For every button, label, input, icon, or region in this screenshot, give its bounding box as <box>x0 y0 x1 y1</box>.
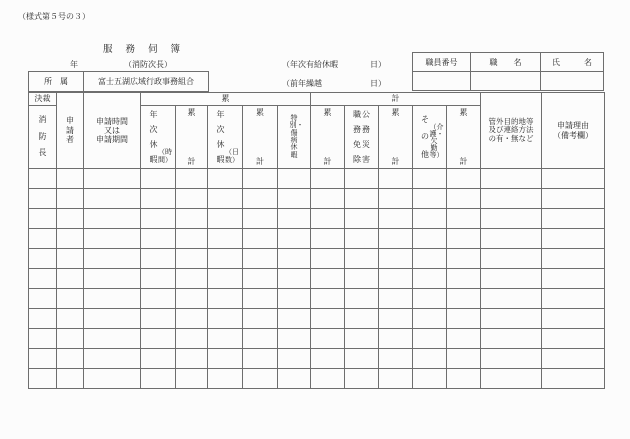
applicant-header: 申請者 <box>57 93 84 169</box>
table-cell[interactable] <box>243 269 278 289</box>
table-cell[interactable] <box>243 349 278 369</box>
paid-leave-unit: 日） <box>370 60 386 69</box>
table-cell[interactable] <box>379 349 413 369</box>
table-cell[interactable] <box>481 369 542 389</box>
table-cell[interactable] <box>413 369 447 389</box>
table-cell[interactable] <box>413 329 447 349</box>
table-cell[interactable] <box>29 189 57 209</box>
table-row <box>29 289 605 309</box>
table-cell[interactable] <box>379 229 413 249</box>
table-cell[interactable] <box>208 169 243 189</box>
table-cell[interactable] <box>542 349 605 369</box>
name-field[interactable] <box>541 72 604 91</box>
destination-header: 管外目的地等 及び連絡方法 の有・無など <box>481 93 542 169</box>
table-cell[interactable] <box>57 369 84 389</box>
table-cell[interactable] <box>447 209 481 229</box>
table-cell[interactable] <box>57 189 84 209</box>
affiliation-value: 富士五湖広域行政事務組合 <box>84 72 209 92</box>
table-cell[interactable] <box>481 189 542 209</box>
table-row <box>29 349 605 369</box>
annual-leave-days-header: 年次休暇（日数） <box>208 106 243 169</box>
table-cell[interactable] <box>379 369 413 389</box>
approval-header: 決裁 <box>29 93 57 106</box>
table-cell[interactable] <box>176 369 208 389</box>
table-cell[interactable] <box>57 209 84 229</box>
table-cell[interactable] <box>57 229 84 249</box>
table-cell[interactable] <box>413 189 447 209</box>
table-cell[interactable] <box>208 369 243 389</box>
table-cell[interactable] <box>176 289 208 309</box>
table-cell[interactable] <box>311 269 345 289</box>
table-cell[interactable] <box>141 249 176 269</box>
table-cell[interactable] <box>413 349 447 369</box>
table-cell[interactable] <box>208 289 243 309</box>
affiliation-table <box>28 71 209 92</box>
staff-number-field[interactable] <box>413 72 471 91</box>
table-cell[interactable] <box>57 289 84 309</box>
table-cell[interactable] <box>57 269 84 289</box>
table-cell[interactable] <box>278 349 311 369</box>
table-cell[interactable] <box>447 229 481 249</box>
table-cell[interactable] <box>447 249 481 269</box>
table-cell[interactable] <box>29 349 57 369</box>
table-cell[interactable] <box>243 209 278 229</box>
table-cell[interactable] <box>311 229 345 249</box>
table-cell[interactable] <box>176 189 208 209</box>
cumulative-days-header: 累 計 <box>243 106 278 169</box>
table-cell[interactable] <box>413 289 447 309</box>
table-cell[interactable] <box>57 169 84 189</box>
table-cell[interactable] <box>141 349 176 369</box>
job-title-field[interactable] <box>471 72 541 91</box>
table-cell[interactable] <box>542 209 605 229</box>
table-cell[interactable] <box>481 289 542 309</box>
table-cell[interactable] <box>29 209 57 229</box>
table-cell[interactable] <box>542 269 605 289</box>
form-id: （様式第５号の３） <box>18 12 90 21</box>
table-cell[interactable] <box>481 249 542 269</box>
table-cell[interactable] <box>29 229 57 249</box>
cumulative-header-right: 計 <box>311 93 481 106</box>
table-cell[interactable] <box>311 249 345 269</box>
table-cell[interactable] <box>141 189 176 209</box>
table-cell[interactable] <box>176 249 208 269</box>
table-row <box>29 229 605 249</box>
table-row <box>29 369 605 389</box>
table-cell[interactable] <box>542 369 605 389</box>
table-cell[interactable] <box>481 169 542 189</box>
table-row <box>29 169 605 189</box>
table-cell[interactable] <box>141 169 176 189</box>
table-cell[interactable] <box>208 189 243 209</box>
table-cell[interactable] <box>481 329 542 349</box>
table-cell[interactable] <box>84 369 141 389</box>
table-cell[interactable] <box>311 369 345 389</box>
table-cell[interactable] <box>345 309 379 329</box>
table-cell[interactable] <box>345 189 379 209</box>
table-cell[interactable] <box>481 269 542 289</box>
table-cell[interactable] <box>413 169 447 189</box>
table-cell[interactable] <box>413 249 447 269</box>
table-cell[interactable] <box>311 329 345 349</box>
table-row <box>29 269 605 289</box>
affiliation-label: 所 属 <box>29 72 84 92</box>
table-cell[interactable] <box>57 329 84 349</box>
table-cell[interactable] <box>413 309 447 329</box>
table-cell[interactable] <box>208 249 243 269</box>
table-cell[interactable] <box>447 269 481 289</box>
staff-table <box>412 52 604 91</box>
paid-leave-label: （年次有給休暇 <box>282 60 338 69</box>
table-cell[interactable] <box>208 209 243 229</box>
duty-exemption-header: 職務免除公務災害 <box>345 106 379 169</box>
table-cell[interactable] <box>208 229 243 249</box>
table-cell[interactable] <box>413 269 447 289</box>
table-cell[interactable] <box>447 309 481 329</box>
request-period-header: 申請時間 又は 申請期間 <box>84 93 141 169</box>
job-title-header: 職 名 <box>471 53 541 72</box>
table-cell[interactable] <box>141 369 176 389</box>
cumulative-other-header: 累 計 <box>447 106 481 169</box>
table-cell[interactable] <box>29 309 57 329</box>
other-header: その他（介護・欠勤等） <box>413 106 447 169</box>
table-cell[interactable] <box>311 309 345 329</box>
table-cell[interactable] <box>243 169 278 189</box>
table-cell[interactable] <box>345 249 379 269</box>
table-cell[interactable] <box>176 349 208 369</box>
table-cell[interactable] <box>481 349 542 369</box>
table-cell[interactable] <box>542 309 605 329</box>
table-cell[interactable] <box>311 209 345 229</box>
table-cell[interactable] <box>29 369 57 389</box>
table-cell[interactable] <box>84 229 141 249</box>
table-cell[interactable] <box>278 229 311 249</box>
table-cell[interactable] <box>311 349 345 369</box>
table-cell[interactable] <box>29 329 57 349</box>
table-cell[interactable] <box>481 209 542 229</box>
table-cell[interactable] <box>311 189 345 209</box>
carryover-unit: 日） <box>370 79 386 88</box>
table-cell[interactable] <box>379 169 413 189</box>
table-cell[interactable] <box>176 269 208 289</box>
table-cell[interactable] <box>278 169 311 189</box>
table-cell[interactable] <box>278 189 311 209</box>
page-title: 服務伺簿 <box>103 44 194 55</box>
table-cell[interactable] <box>84 289 141 309</box>
table-row <box>29 309 605 329</box>
table-cell[interactable] <box>243 189 278 209</box>
table-cell[interactable] <box>345 269 379 289</box>
table-cell[interactable] <box>447 289 481 309</box>
table-cell[interactable] <box>379 209 413 229</box>
reason-header: 申請理由 （備考欄） <box>542 93 605 169</box>
name-header: 氏 名 <box>541 53 604 72</box>
table-cell[interactable] <box>278 209 311 229</box>
rank-label: （消防次長） <box>124 60 172 69</box>
table-cell[interactable] <box>243 289 278 309</box>
table-cell[interactable] <box>481 309 542 329</box>
table-cell[interactable] <box>481 229 542 249</box>
table-cell[interactable] <box>542 329 605 349</box>
table-cell[interactable] <box>243 309 278 329</box>
table-cell[interactable] <box>542 229 605 249</box>
cumulative-hours-header: 累 計 <box>176 106 208 169</box>
table-cell[interactable] <box>29 249 57 269</box>
table-cell[interactable] <box>379 189 413 209</box>
table-cell[interactable] <box>57 249 84 269</box>
table-cell[interactable] <box>379 329 413 349</box>
table-cell[interactable] <box>345 329 379 349</box>
table-cell[interactable] <box>311 289 345 309</box>
main-table <box>28 92 605 389</box>
table-cell[interactable] <box>208 309 243 329</box>
cumulative-exemption-header: 累 計 <box>379 106 413 169</box>
approver-header: 消防長 <box>29 106 57 169</box>
table-cell[interactable] <box>413 229 447 249</box>
table-cell[interactable] <box>208 329 243 349</box>
table-cell[interactable] <box>84 209 141 229</box>
table-cell[interactable] <box>379 249 413 269</box>
table-cell[interactable] <box>379 309 413 329</box>
staff-number-header: 職員番号 <box>413 53 471 72</box>
table-cell[interactable] <box>345 229 379 249</box>
table-row <box>29 329 605 349</box>
annual-leave-hours-header: 年次休暇（時間） <box>141 106 176 169</box>
table-cell[interactable] <box>29 169 57 189</box>
table-cell[interactable] <box>278 329 311 349</box>
table-cell[interactable] <box>278 249 311 269</box>
table-cell[interactable] <box>176 169 208 189</box>
table-cell[interactable] <box>84 249 141 269</box>
table-cell[interactable] <box>29 269 57 289</box>
table-cell[interactable] <box>243 229 278 249</box>
table-cell[interactable] <box>84 309 141 329</box>
table-cell[interactable] <box>447 349 481 369</box>
table-row <box>29 209 605 229</box>
table-cell[interactable] <box>278 289 311 309</box>
cumulative-header-left: 累 <box>141 93 311 106</box>
year-label: 年 <box>70 60 78 69</box>
table-cell[interactable] <box>345 369 379 389</box>
table-cell[interactable] <box>176 209 208 229</box>
table-cell[interactable] <box>57 309 84 329</box>
table-cell[interactable] <box>84 349 141 369</box>
table-cell[interactable] <box>141 269 176 289</box>
table-cell[interactable] <box>141 209 176 229</box>
table-cell[interactable] <box>447 169 481 189</box>
table-cell[interactable] <box>447 369 481 389</box>
table-cell[interactable] <box>176 329 208 349</box>
table-cell[interactable] <box>345 209 379 229</box>
table-cell[interactable] <box>447 189 481 209</box>
table-cell[interactable] <box>311 169 345 189</box>
table-cell[interactable] <box>243 329 278 349</box>
table-cell[interactable] <box>84 269 141 289</box>
table-cell[interactable] <box>345 169 379 189</box>
table-cell[interactable] <box>141 229 176 249</box>
table-cell[interactable] <box>447 329 481 349</box>
table-cell[interactable] <box>176 309 208 329</box>
table-cell[interactable] <box>345 289 379 309</box>
table-cell[interactable] <box>278 369 311 389</box>
table-cell[interactable] <box>243 369 278 389</box>
table-cell[interactable] <box>542 169 605 189</box>
table-cell[interactable] <box>542 189 605 209</box>
carryover-label: （前年繰越 <box>282 79 322 88</box>
table-cell[interactable] <box>84 189 141 209</box>
table-cell[interactable] <box>208 269 243 289</box>
table-cell[interactable] <box>84 329 141 349</box>
table-cell[interactable] <box>278 269 311 289</box>
table-cell[interactable] <box>141 289 176 309</box>
table-row <box>29 189 605 209</box>
table-cell[interactable] <box>379 289 413 309</box>
table-cell[interactable] <box>141 329 176 349</box>
table-cell[interactable] <box>379 269 413 289</box>
table-cell[interactable] <box>176 229 208 249</box>
table-cell[interactable] <box>57 349 84 369</box>
table-row <box>29 249 605 269</box>
table-cell[interactable] <box>243 249 278 269</box>
special-sick-leave-header: 特別・傷病休暇 <box>278 106 311 169</box>
cumulative-special-header: 累 計 <box>311 106 345 169</box>
table-cell[interactable] <box>345 349 379 369</box>
table-cell[interactable] <box>84 169 141 189</box>
table-cell[interactable] <box>278 309 311 329</box>
table-cell[interactable] <box>141 309 176 329</box>
table-cell[interactable] <box>542 249 605 269</box>
table-cell[interactable] <box>208 349 243 369</box>
table-cell[interactable] <box>542 289 605 309</box>
table-cell[interactable] <box>29 289 57 309</box>
table-cell[interactable] <box>413 209 447 229</box>
